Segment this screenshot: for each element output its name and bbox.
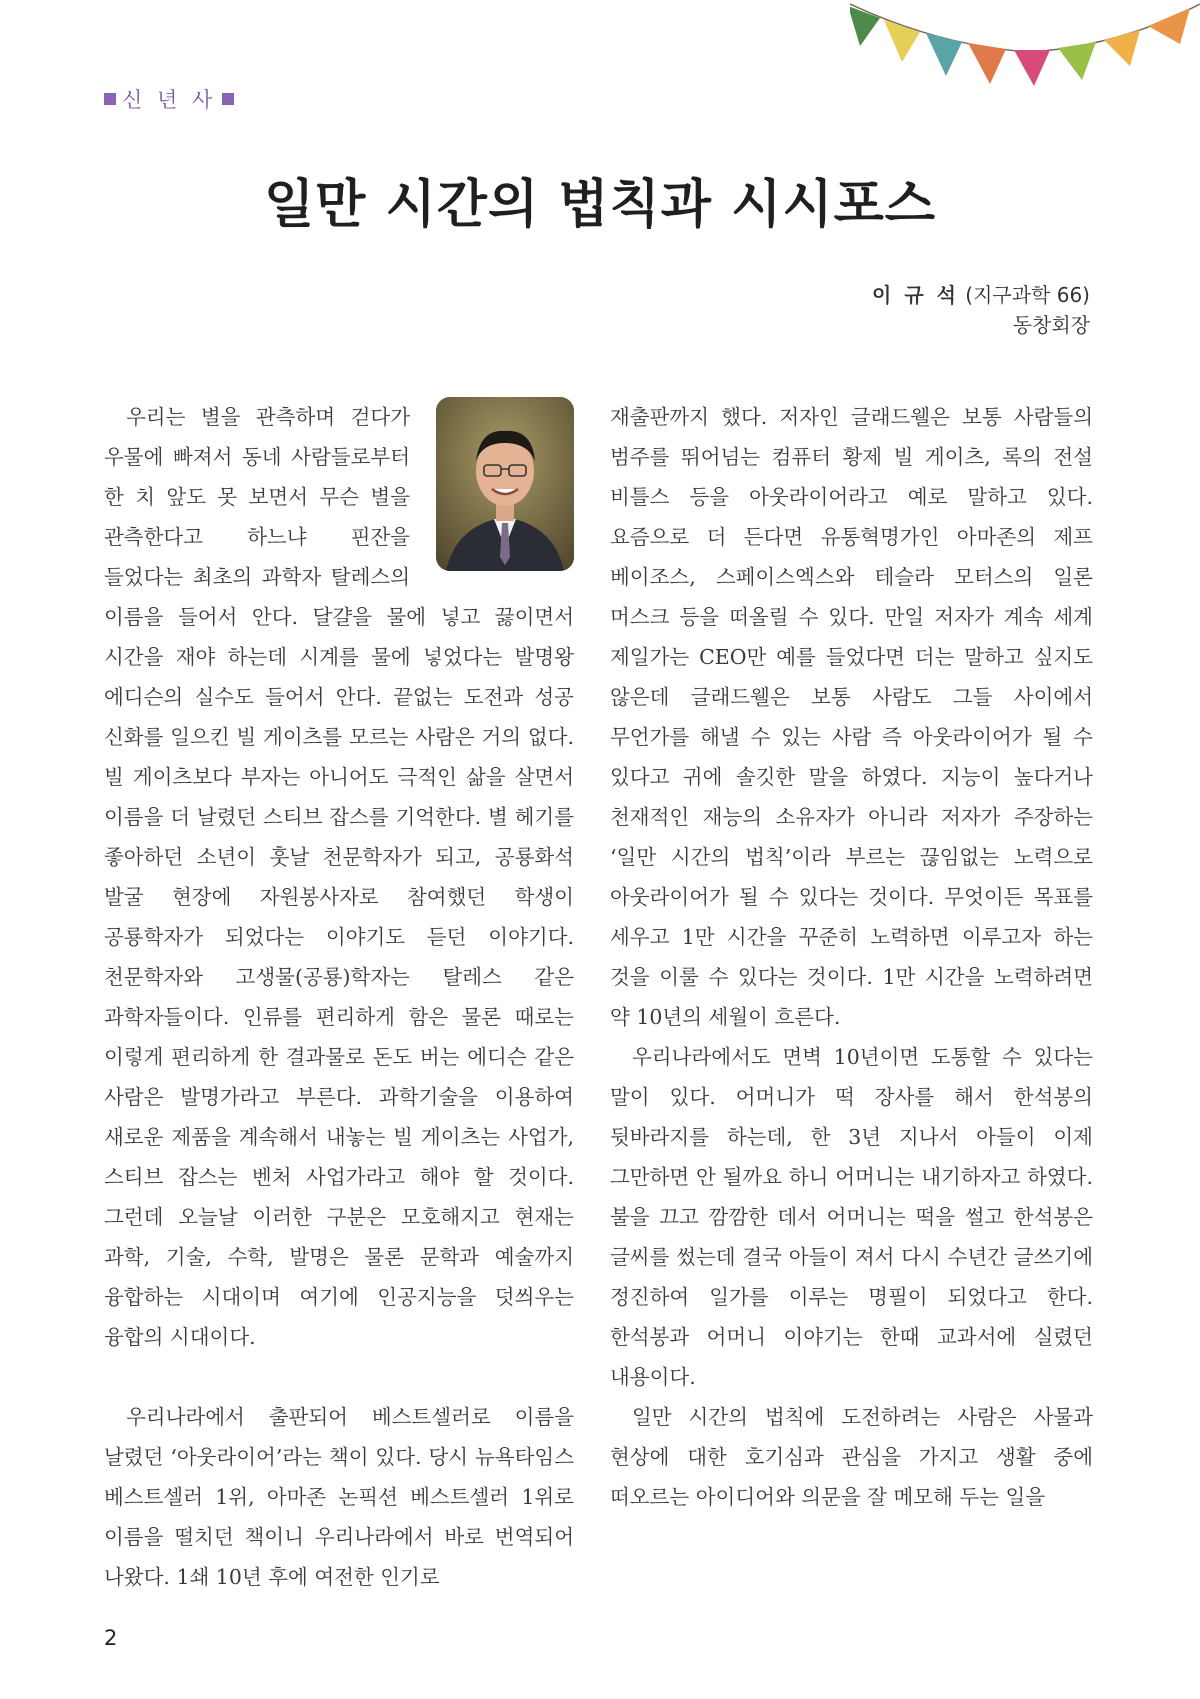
author-name: 이 규 석	[872, 283, 959, 307]
paragraph: 우리는 별을 관측하며 걷다가 우물에 빠져서 동네 사람들로부터 한 치 앞도 못 보면서 무슨 별을 관측한다고 하느냐 핀잔을 들었다는 최초의 과학자 탈레스의 이름을 들어서 안다. 달걀을 물에 넣고 끓이면서 시간을 재야 하는데 시계를 물에 넣었다는 발명왕 에디슨의 실수도 들어서 안다. 끝없는 도전과 성공 신화를 일으킨 빌 게이츠를 모르는 사람은 거의 없다. 빌 게이츠보다 부자는 아니어도 극적인 삶을 살면서 이름을 더 날렸던 스티브 잡스를 기억한다. 별 헤기를 좋아하던 소년이 훗날 천문학자가 되고, 공룡화석 발굴 현장에 자원봉사자로 참여했던 학생이 공룡학자가 되었다는 이야기도 듣던 이야기다. 천문학자와 고생물(공룡)학자는 탈레스 같은 과학자들이다. 인류를 편리하게 함은 물론 때로는 이렇게 편리하게 한 결과물로 돈도 버는 에디슨 같은 사람은 발명가라고 부른다. 과학기술을 이용하여 새로운 제품을 계속해서 내놓는 빌 게이츠는 사업가, 스티브 잡스는 벤처 사업가라고 해야 할 것이다. 그런데 오늘날 이러한 구분은 모호해지고 현재는 과학, 기술, 수학, 발명은 물론 문학과 예술까지 융합하는 시대이며 여기에 인공지능을 덧씌우는 융합의 시대이다.	[104, 405, 574, 1349]
bunting-flag-green	[850, 6, 880, 46]
paragraph: 우리나라에서도 면벽 10년이면 도통할 수 있다는 말이 있다. 어머니가 떡 장사를 해서 한석봉의 뒷바라지를 하는데, 한 3년 지나서 아들이 이제 그만하면 안 될까요 하니 어머니는 내기하자고 하였다. 불을 끄고 깜깜한 데서 어머니는 떡을 썰고 한석봉은 글씨를 썼는데 결국 아들이 져서 다시 수년간 글쓰기에 정진하여 일가를 이루는 명필이 되었다고 한다. 한석봉과 어머니 이야기는 한때 교과서에 실렸던 내용이다.	[610, 1045, 1093, 1389]
portrait-image	[436, 397, 574, 571]
bunting-decoration	[850, 0, 1200, 100]
article-title: 일만 시간의 법칙과 시시포스	[263, 175, 937, 235]
author-affiliation: (지구과학 66)	[965, 283, 1090, 307]
article-column-right	[610, 397, 1093, 1517]
bunting-flag-amber	[1104, 30, 1140, 66]
author-byline	[872, 280, 1090, 340]
bunting-flag-yellow	[884, 20, 920, 62]
bunting-flag-orange	[968, 43, 1006, 84]
section-label	[104, 84, 234, 114]
paragraph: 일만 시간의 법칙에 도전하려는 사람은 사물과 현상에 대한 호기심과 관심을 가지고 생활 중에 떠오르는 아이디어와 의문을 잘 메모해 두는 일을	[610, 1405, 1093, 1509]
bunting-flag-lime	[1058, 42, 1096, 80]
paragraph: 우리나라에서 출판되어 베스트셀러로 이름을 날렸던 ‘아웃라이어’라는 책이 있다. 당시 뉴욕타임스 베스트셀러 1위, 아마존 논픽션 베스트셀러 1위로 이름을 떨치던 책이니 우리나라에서 바로 번역되어 나왔다. 1쇄 10년 후에 여전한 인기로	[104, 1405, 574, 1589]
bunting-flag-orange-2	[1148, 8, 1190, 44]
author-role: 동창회장	[1012, 313, 1090, 337]
section-label-text: 신 년 사	[122, 88, 217, 112]
bunting-flag-teal	[926, 33, 962, 76]
paragraph: 재출판까지 했다. 저자인 글래드웰은 보통 사람들의 범주를 뛰어넘는 컴퓨터 황제 빌 게이츠, 록의 전설 비틀스 등을 아웃라이어라고 예로 말하고 있다. 요즘으로 더 든다면 유통혁명가인 아마존의 제프 베이조스, 스페이스엑스와 테슬라 모터스의 일론 머스크 등을 떠올릴 수 있다. 만일 저자가 계속 세계 제일가는 CEO만 예를 들었다면 더는 말하고 싶지도 않은데 글래드웰은 보통 사람도 그들 사이에서 무언가를 해낼 수 있는 사람 즉 아웃라이어가 될 수 있다고 귀에 솔깃한 말을 하였다. 지능이 높다거나 천재적인 재능의 소유자가 아니라 저자가 주장하는 ‘일만 시간의 법칙’이라 부르는 끊임없는 노력으로 아웃라이어가 될 수 있다는 것이다. 무엇이든 목표를 세우고 1만 시간을 꾸준히 노력하면 이루고자 하는 것을 이룰 수 있다는 것이다. 1만 시간을 노력하려면 약 10년의 세월이 흐른다.	[610, 405, 1093, 1029]
square-bullet-icon	[222, 93, 234, 105]
author-photo	[436, 397, 574, 571]
square-bullet-icon	[104, 93, 116, 105]
page-number: 2	[104, 1626, 118, 1650]
bunting-flag-pink	[1014, 50, 1050, 86]
article-column-left	[104, 397, 574, 1597]
